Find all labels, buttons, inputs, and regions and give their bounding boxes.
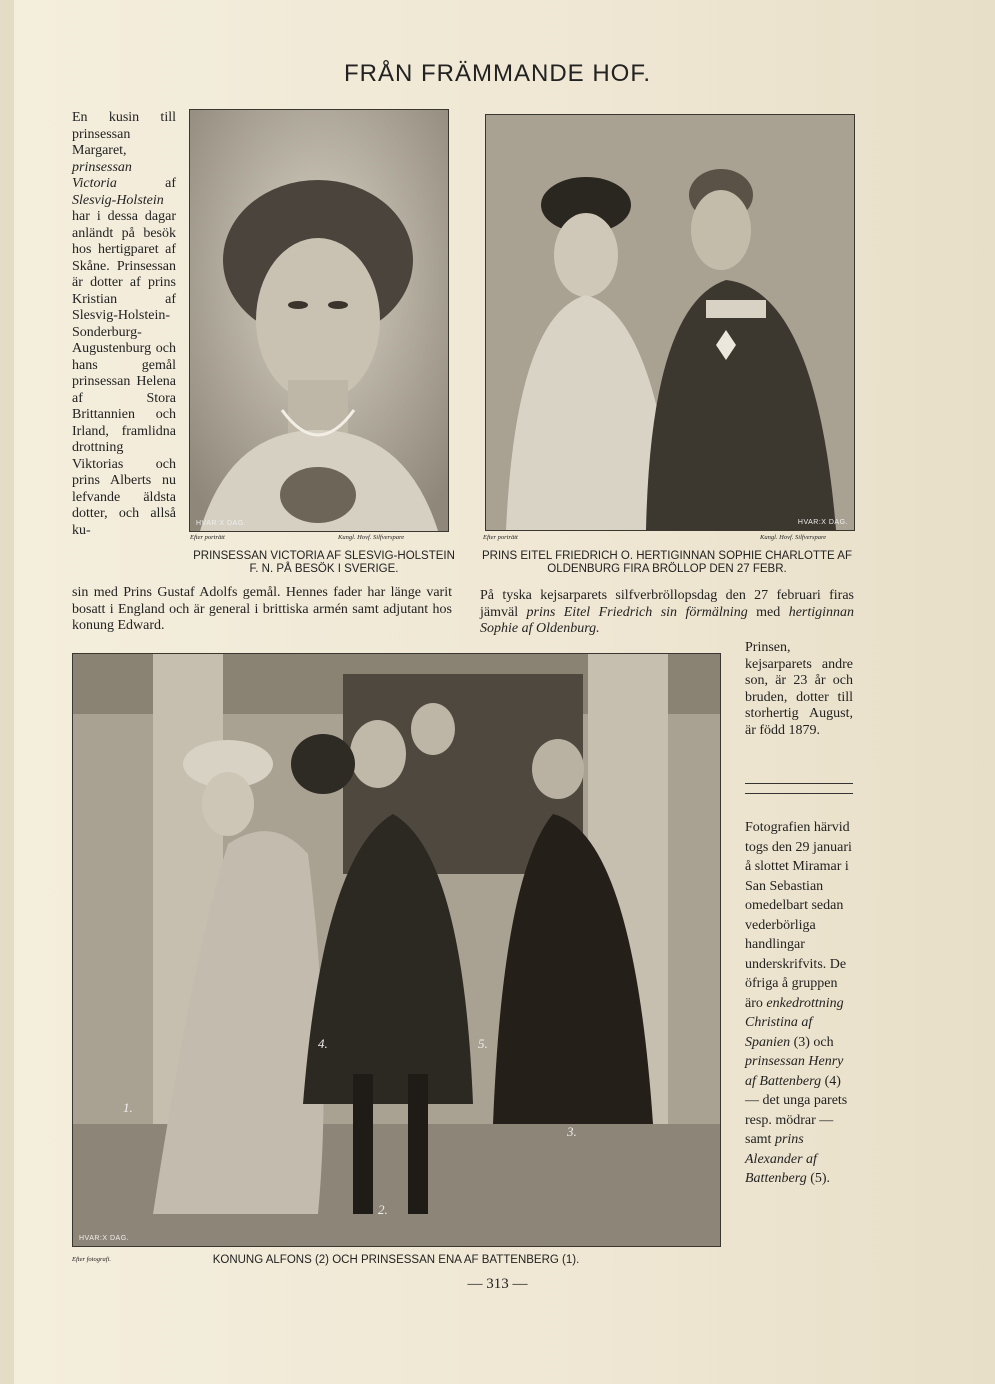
right-text-1-italic-2: hertiginnan Sophie af Oldenburg.	[480, 604, 855, 636]
page-header: FRÅN FRÄMMANDE HOF.	[344, 60, 651, 87]
right-text-1	[480, 588, 854, 638]
left-italic-2: Slesvig-Holstein	[72, 192, 164, 208]
right-text-3-plain-3: (4) — det unga parets resp. mödrar — samt	[745, 1073, 848, 1147]
photo3-caption: KONUNG ALFONS (2) OCH PRINSESSAN ENA AF BATTENBERG (1).	[212, 1254, 580, 1266]
left-text-2: af	[165, 176, 176, 191]
group-image	[73, 654, 720, 1246]
right-text-1-italic-1: prins Eitel Friedrich sin förmälning	[526, 604, 748, 620]
right-text-3-italic-3: prins Alexander af Battenberg	[745, 1132, 817, 1186]
group-label-4: 4.	[318, 1036, 328, 1051]
photo3-watermark: HVAR:X DAG.	[79, 1235, 130, 1242]
right-text-3	[745, 818, 853, 1189]
left-text-3: har i dessa dagar anländt på besök hos hertigparet af Skåne. Prinsessan är dotter af prins Kristian af Slesvig-Holstein-Sonderburg-Augustenburg och hans gemål prinsessan Helena af Stora Brittannien och Irland, framlidna drottning Viktorias och prins Alberts nu lefvande äldsta dotter, och allså ku-	[72, 209, 176, 538]
divider-rule-1	[745, 783, 853, 784]
left-bottom-text: sin med Prins Gustaf Adolfs gemål. Hennes fader har länge varit bosatt i England och är general i brittiska armén samt adjutant hos konung Edward.	[72, 585, 452, 633]
divider-rule-2	[745, 793, 853, 794]
group-label-5: 5.	[478, 1036, 488, 1051]
right-text-3-plain-1: Fotografien härvid togs den 29 januari å slottet Miramar i San Sebastian omedelbart sedan vederbörliga handlingar underskrifvits. De öfriga å gruppen äro	[745, 820, 852, 1011]
photo2-caption: PRINS EITEL FRIEDRICH O. HERTIGINNAN SOPHIE CHARLOTTE AF OLDENBURG FIRA BRÖLLOP DEN 27 FEBR.	[482, 550, 852, 575]
photo1-credit-left: Efter porträtt	[190, 534, 225, 541]
page-number: — 313 —	[467, 1276, 528, 1292]
photo3-credit: Efter fotografi.	[72, 1256, 111, 1263]
group-label-3: 3.	[567, 1124, 577, 1139]
photo-royal-group	[72, 653, 721, 1247]
right-text-3-italic-1: enkedrottning Christina af Spanien	[745, 995, 844, 1050]
page-edge	[0, 0, 14, 1384]
photo1-credit-right: Kungl. Hovf. Silfverspare	[338, 534, 405, 541]
photo1-watermark: HVAR:X DAG.	[196, 520, 247, 527]
right-text-3-italic-2: prinsessan Henry af Battenberg	[745, 1054, 844, 1089]
photo-eitel-friedrich-couple	[485, 114, 855, 531]
left-column-text	[72, 110, 176, 539]
right-text-3-plain-2: (3) och	[793, 1034, 834, 1050]
left-italic-1: prinsessan Victoria	[72, 159, 132, 191]
group-label-1: 1.	[123, 1100, 133, 1115]
right-text-1-plain-2: med	[756, 604, 781, 620]
couple-image	[486, 115, 854, 530]
photo2-credit-right: Kungl. Hovf. Silfverspare	[760, 534, 827, 541]
photo2-watermark: HVAR:X DAG.	[797, 519, 848, 526]
right-text-2: Prinsen, kejsarparets andre son, är 23 år och bruden, dotter till storhertig August, är född 1879.	[745, 640, 853, 738]
photo1-caption: PRINSESSAN VICTORIA AF SLESVIG-HOLSTEIN F. N. PÅ BESÖK I SVERIGE.	[193, 550, 455, 575]
right-text-1-plain-1: På tyska kejsarparets silfverbröllopsdag den 27 februari firas jämväl	[480, 588, 854, 620]
portrait-image	[190, 110, 448, 531]
photo2-credit-left: Efter porträtt	[483, 534, 518, 541]
photo-victoria-portrait	[189, 109, 449, 532]
right-text-3-plain-4: (5).	[810, 1171, 831, 1186]
left-text-1: En kusin till prinsessan Margaret,	[72, 110, 176, 158]
group-label-2: 2.	[378, 1202, 388, 1217]
